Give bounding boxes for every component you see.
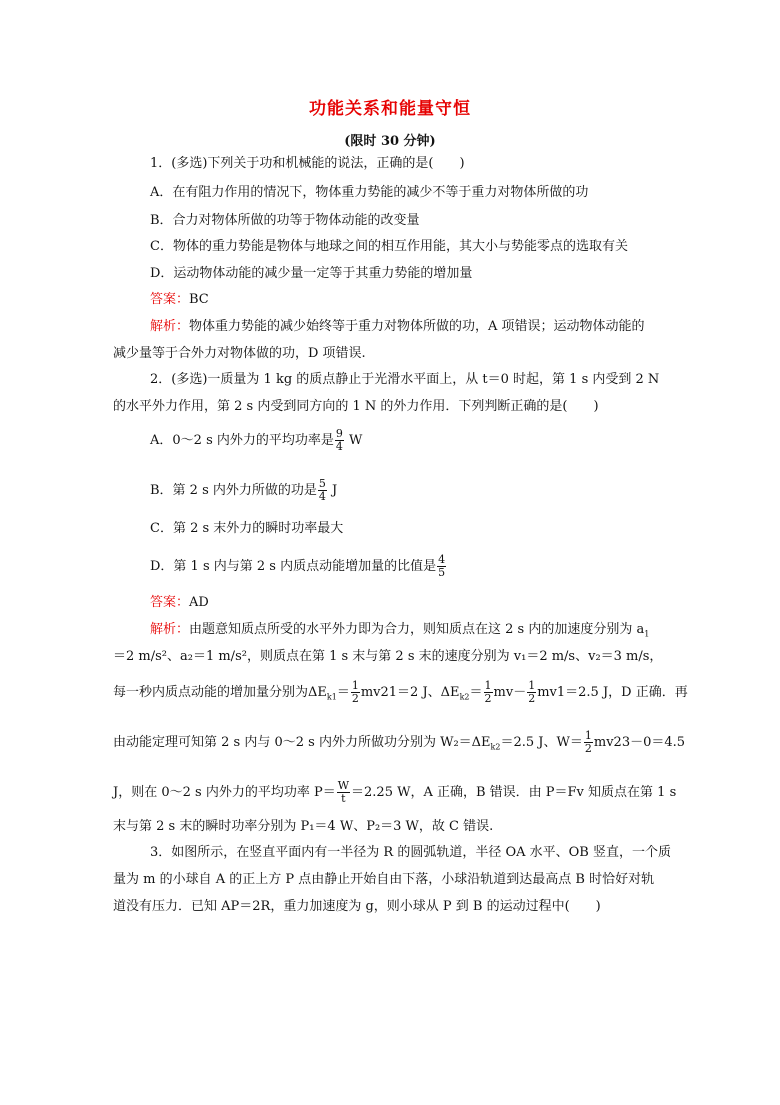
q2-analysis-line-5 xyxy=(113,780,676,805)
q2-option-d xyxy=(150,554,447,579)
denominator: 2 xyxy=(484,692,492,705)
option-text: A．0～2 s 内外力的平均功率是 xyxy=(150,433,334,448)
analysis-text: 由动能定理可知第 2 s 内与 0～2 s 内外力所做功分别为 W₂＝ΔE xyxy=(113,735,491,750)
analysis-text: mv21＝2 J、ΔE xyxy=(360,685,460,700)
q2-analysis-line-6: 末与第 2 s 末的瞬时功率分别为 P₁＝4 W、P₂＝3 W，故 C 错误. xyxy=(113,819,494,834)
q3-stem-line-3: 道没有压力．已知 AP＝2R，重力加速度为 g，则小球从 P 到 B 的运动过程中( ) xyxy=(113,899,601,914)
time-limit: (限时 30 分钟) xyxy=(344,134,436,149)
answer-label: 答案： xyxy=(150,595,190,610)
fraction xyxy=(318,478,327,503)
q2-analysis-line-1 xyxy=(150,621,649,644)
q1-option-a: A．在有阻力作用的情况下，物体重力势能的减少不等于重力对物体所做的功 xyxy=(150,185,589,200)
numerator: 1 xyxy=(351,679,359,692)
numerator: 9 xyxy=(335,427,343,440)
numerator: 4 xyxy=(438,553,446,566)
denominator: 5 xyxy=(438,566,446,579)
answer-value: BC xyxy=(189,292,209,307)
analysis-text: ＝ xyxy=(336,685,350,700)
analysis-text: ＝2.5 J、W＝ xyxy=(500,735,583,750)
analysis-text: ＝2.25 W，A 正确，B 错误．由 P＝Fv 知质点在第 1 s xyxy=(351,785,677,800)
subscript: 1 xyxy=(644,629,650,639)
analysis-text: J，则在 0～2 s 内外力的平均功率 P＝ xyxy=(113,785,336,800)
q1-analysis-line-2: 减少量等于合外力对物体做的功，D 项错误. xyxy=(113,346,366,361)
answer-label: 答案： xyxy=(150,292,190,307)
q3-stem-line-2: 量为 m 的小球自 A 的正上方 P 点由静止开始自由下落，小球沿轨道到达最高点 B 时恰好对轨 xyxy=(113,872,655,887)
fraction-half xyxy=(584,730,593,755)
fraction xyxy=(335,428,344,453)
analysis-label: 解析： xyxy=(150,622,190,637)
unit: J xyxy=(327,483,338,498)
fraction-half xyxy=(484,680,493,705)
analysis-text: mv xyxy=(493,685,514,700)
fraction-half xyxy=(351,680,360,705)
q1-option-d: D．运动物体动能的减少量一定等于其重力势能的增加量 xyxy=(150,266,473,281)
analysis-text: 物体重力势能的减少始终等于重力对物体所做的功，A 项错误；运动物体动能的 xyxy=(189,319,645,334)
analysis-text: 每一秒内质点动能的增加量分别为ΔE xyxy=(113,685,327,700)
numerator: 1 xyxy=(484,679,492,692)
numerator: W xyxy=(337,779,350,792)
denominator: t xyxy=(341,792,346,805)
q2-stem-line-1: 2．(多选)一质量为 1 kg 的质点静止于光滑水平面上，从 t＝0 时起，第 1 s 内受到 2 N xyxy=(150,372,660,387)
q2-analysis-line-4 xyxy=(113,730,685,757)
analysis-text: 1＝2.5 J，D 正确．再 xyxy=(556,685,688,700)
q1-analysis-line-1 xyxy=(150,318,645,336)
analysis-text: 由题意知质点所受的水平外力即为合力，则知质点在这 2 s 内的加速度分别为 a xyxy=(189,622,645,637)
q1-option-c: C．物体的重力势能是物体与地球之间的相互作用能，其大小与势能零点的选取有关 xyxy=(150,239,628,254)
analysis-label: 解析： xyxy=(150,319,190,334)
numerator: 1 xyxy=(584,729,592,742)
analysis-text: mv xyxy=(537,685,557,700)
subscript: k2 xyxy=(459,692,470,702)
unit: W xyxy=(344,433,363,448)
answer-value: AD xyxy=(189,595,209,610)
denominator: 2 xyxy=(584,742,592,755)
fraction-half xyxy=(527,680,536,705)
q2-stem-line-2: 的水平外力作用，第 2 s 内受到同方向的 1 N 的外力作用．下列判断正确的是( ) xyxy=(113,399,599,414)
fraction-w-over-t xyxy=(337,780,350,805)
subscript: k2 xyxy=(490,742,501,752)
q1-answer xyxy=(150,291,209,309)
fraction xyxy=(437,554,446,579)
denominator: 4 xyxy=(318,490,326,503)
q2-option-c: C．第 2 s 末外力的瞬时功率最大 xyxy=(150,521,344,536)
option-text: B．第 2 s 内外力所做的功是 xyxy=(150,483,317,498)
q2-option-a xyxy=(150,428,362,453)
analysis-text: － xyxy=(513,685,527,700)
analysis-text: ＝ xyxy=(469,685,483,700)
numerator: 5 xyxy=(318,477,326,490)
q2-answer xyxy=(150,594,209,612)
q3-stem-line-1: 3．如图所示，在竖直平面内有一半径为 R 的圆弧轨道，半径 OA 水平、OB 竖直，一个质 xyxy=(150,845,671,860)
denominator: 2 xyxy=(528,692,536,705)
subscript: k1 xyxy=(326,692,337,702)
q2-analysis-line-3 xyxy=(113,680,688,707)
denominator: 2 xyxy=(351,692,359,705)
option-text: D．第 1 s 内与第 2 s 内质点动能增加量的比值是 xyxy=(150,559,437,574)
numerator: 1 xyxy=(528,679,536,692)
q1-stem: 1．(多选)下列关于功和机械能的说法，正确的是( ) xyxy=(150,156,465,171)
page-title: 功能关系和能量守恒 xyxy=(309,99,471,119)
denominator: 4 xyxy=(335,440,343,453)
q1-option-b: B．合力对物体所做的功等于物体动能的改变量 xyxy=(150,213,420,228)
analysis-text: mv23－0＝4.5 xyxy=(593,735,686,750)
q2-option-b xyxy=(150,478,337,503)
q2-analysis-line-2: ＝2 m/s²、a₂＝1 m/s²，则质点在第 1 s 末与第 2 s 末的速度分别为 v₁＝2 m/s、v₂＝3 m/s， xyxy=(113,649,663,664)
